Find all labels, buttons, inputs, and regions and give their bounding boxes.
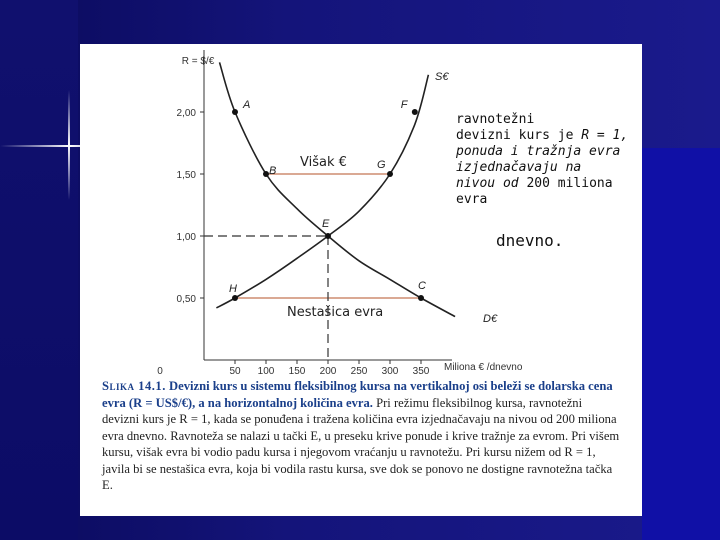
x-axis-label: Miliona € /dnevno (444, 362, 523, 373)
note-line: evra (456, 192, 488, 207)
point-c (418, 295, 424, 301)
x-tick-label: 300 (381, 366, 399, 377)
point-label-a: A (243, 99, 251, 111)
y-axis-label: R = $/€ (181, 56, 215, 67)
caption-body: Pri režimu fleksibilnog kursa, ravnotežni devizni kurs je R = 1, kada se ponuđena i tražena količina evra izjednačavaju na nivou od 200 miliona evra dnevno. Ravnoteža se nalazi u tački E, u preseku krive ponude i krive tražnje za evrom. Pri višem kursu, višak evra bi vodio padu kursa i njegovom vraćanju u ravnotežu. Pri kursu nižem od R = 1, javila bi se nestašica evra, koja bi vodila rastu kursa, sve dok se ponovo ne dostigne ravnotežna tačka E. (102, 395, 620, 492)
point-label-h: H (229, 283, 237, 295)
slide-content (80, 44, 642, 516)
x-tick-label: 250 (350, 366, 368, 377)
note-line: devizni kurs je R = 1, (456, 128, 629, 143)
caption-title: Slika 14.1. (102, 379, 166, 393)
x-tick-label: 350 (412, 366, 430, 377)
supply-curve-label: S€ (435, 71, 449, 83)
demand-curve-label: D€ (483, 313, 498, 325)
point-h (232, 295, 238, 301)
point-label-e: E (322, 218, 330, 230)
point-g (387, 171, 393, 177)
surplus-annotation: Višak € (300, 155, 347, 170)
equilibrium-note (456, 112, 636, 208)
background-right-band (642, 148, 720, 540)
note-line: ponuda i tražnja evra (456, 144, 621, 159)
x-tick-label: 150 (288, 366, 306, 377)
point-label-f: F (400, 99, 408, 111)
background-left-band (0, 0, 78, 540)
note-line: izjednačavaju na (456, 160, 582, 175)
exchange-rate-chart (80, 44, 642, 384)
x-tick-label: 0 (157, 366, 163, 377)
y-tick-label: 1,50 (176, 170, 196, 181)
x-tick-label: 50 (229, 366, 241, 377)
point-label-g: G (377, 159, 386, 171)
point-label-b: B (269, 165, 277, 177)
point-e (325, 233, 331, 239)
figure-caption (102, 378, 622, 494)
y-tick-label: 0,50 (176, 294, 196, 305)
point-a (232, 109, 238, 115)
y-tick-label: 1,00 (176, 232, 196, 243)
x-tick-label: 100 (257, 366, 275, 377)
caption-first-sentence: Devizni kurs u sistemu fleksibilnog kursa na vertikalnoj osi beleži se dolarska cena evra (R = US$/€), a na horizontalnoj količina evra. (102, 379, 613, 410)
point-label-c: C (418, 280, 426, 292)
note-line: nivou od 200 miliona (456, 176, 613, 191)
note-tail: dnevno. (496, 231, 564, 250)
point-f (412, 109, 418, 115)
y-tick-label: 2,00 (176, 108, 196, 119)
demand-curve (220, 62, 456, 316)
x-tick-label: 200 (319, 366, 337, 377)
note-line: ravnotežni (456, 112, 535, 127)
shortage-annotation: Nestašica evra (287, 305, 384, 320)
